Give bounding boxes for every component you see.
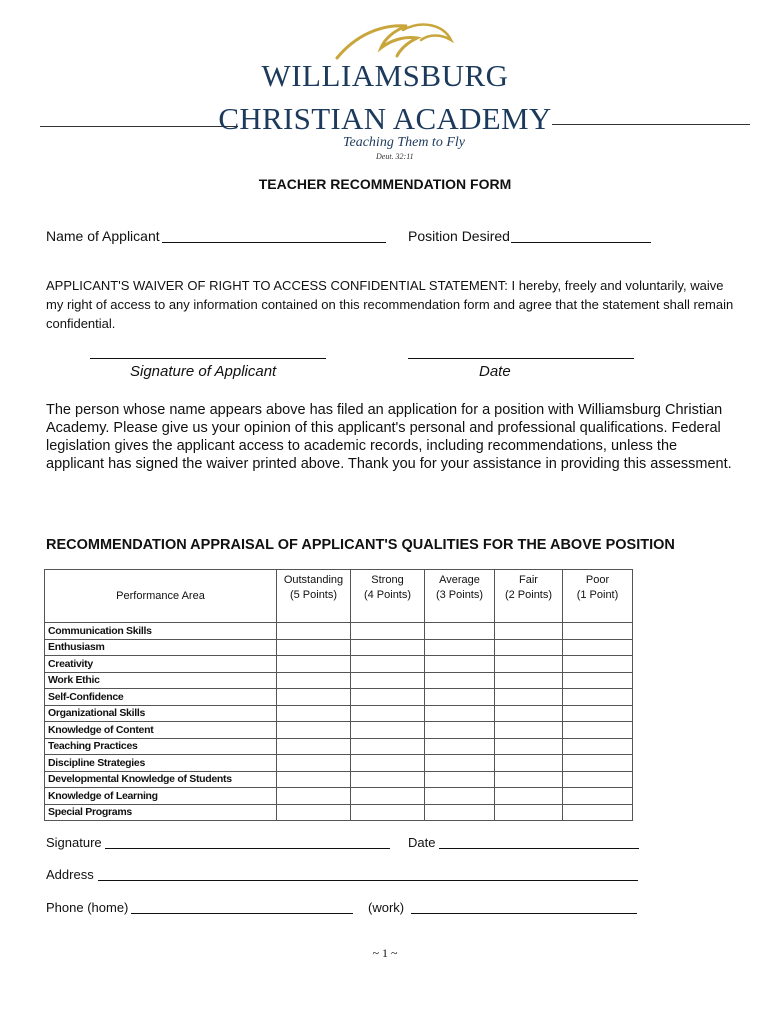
recommender-date-label: Date — [408, 835, 436, 850]
rating-cell[interactable] — [495, 804, 563, 821]
applicant-name-field[interactable] — [162, 242, 386, 243]
rating-cell[interactable] — [495, 771, 563, 788]
form-title: TEACHER RECOMMENDATION FORM — [258, 176, 512, 192]
position-desired-field[interactable] — [511, 242, 651, 243]
rating-cell[interactable] — [563, 656, 633, 673]
rating-cell[interactable] — [425, 788, 495, 805]
performance-area-cell: Special Programs — [45, 804, 277, 821]
performance-area-cell: Organizational Skills — [45, 705, 277, 722]
rating-cell[interactable] — [425, 639, 495, 656]
appraisal-section-title: RECOMMENDATION APPRAISAL OF APPLICANT'S QUALITIES FOR THE ABOVE POSITION — [46, 537, 675, 553]
rating-cell[interactable] — [563, 705, 633, 722]
performance-area-cell: Enthusiasm — [45, 639, 277, 656]
rating-cell[interactable] — [495, 689, 563, 706]
rating-header-average: Average (3 Points) — [425, 570, 495, 623]
rating-cell[interactable] — [495, 623, 563, 640]
recommender-signature-label: Signature — [46, 835, 102, 850]
rating-cell[interactable] — [563, 639, 633, 656]
table-row — [45, 623, 633, 640]
address-field[interactable] — [98, 880, 638, 881]
rating-cell[interactable] — [351, 705, 425, 722]
rating-header-fair: Fair (2 Points) — [495, 570, 563, 623]
rating-cell[interactable] — [563, 771, 633, 788]
table-row — [45, 705, 633, 722]
table-row — [45, 771, 633, 788]
performance-area-cell: Developmental Knowledge of Students — [45, 771, 277, 788]
table-row — [45, 639, 633, 656]
rating-cell[interactable] — [277, 755, 351, 772]
rating-cell[interactable] — [277, 804, 351, 821]
scripture-reference: Deut. 32:11 — [376, 152, 414, 161]
table-row — [45, 672, 633, 689]
rating-cell[interactable] — [563, 804, 633, 821]
appraisal-table — [44, 569, 633, 821]
rating-cell[interactable] — [425, 722, 495, 739]
rating-cell[interactable] — [277, 788, 351, 805]
rating-header-poor: Poor (1 Point) — [563, 570, 633, 623]
rating-cell[interactable] — [277, 705, 351, 722]
signature-of-applicant-caption: Signature of Applicant — [130, 363, 277, 380]
rating-cell[interactable] — [351, 788, 425, 805]
rating-cell[interactable] — [563, 788, 633, 805]
rating-cell[interactable] — [425, 804, 495, 821]
rating-cell[interactable] — [425, 771, 495, 788]
performance-area-cell: Creativity — [45, 656, 277, 673]
performance-area-cell: Knowledge of Learning — [45, 788, 277, 805]
school-tagline: Teaching Them to Fly — [343, 135, 465, 150]
rating-cell[interactable] — [495, 738, 563, 755]
rating-cell[interactable] — [277, 672, 351, 689]
rating-cell[interactable] — [563, 722, 633, 739]
school-name-line1: WILLIAMSBURG — [261, 58, 509, 93]
rating-cell[interactable] — [277, 738, 351, 755]
waiver-date-field[interactable] — [408, 358, 634, 359]
rating-cell[interactable] — [351, 771, 425, 788]
rating-cell[interactable] — [425, 705, 495, 722]
performance-area-cell: Communication Skills — [45, 623, 277, 640]
performance-area-cell: Knowledge of Content — [45, 722, 277, 739]
rating-cell[interactable] — [495, 639, 563, 656]
rating-cell[interactable] — [495, 788, 563, 805]
intro-paragraph: The person whose name appears above has filed an application for a position with Williamsburg Christian Academy. Please give us your opinion of this applicant's personal and professional qualifications. Federal legislation gives the applicant access to academic records, including recommendations, unless the applicant has signed the waiver printed above. Thank you for your assistance in providing this assessment. — [46, 402, 732, 472]
rating-cell[interactable] — [351, 738, 425, 755]
rating-cell[interactable] — [425, 656, 495, 673]
rating-cell[interactable] — [425, 689, 495, 706]
table-row — [45, 738, 633, 755]
rating-cell[interactable] — [277, 771, 351, 788]
performance-area-cell: Teaching Practices — [45, 738, 277, 755]
school-name-line2: CHRISTIAN ACADEMY — [218, 101, 552, 136]
rating-cell[interactable] — [351, 755, 425, 772]
rating-cell[interactable] — [425, 755, 495, 772]
rating-cell[interactable] — [351, 623, 425, 640]
rating-cell[interactable] — [351, 639, 425, 656]
rating-cell[interactable] — [495, 656, 563, 673]
waiver-statement: APPLICANT'S WAIVER OF RIGHT TO ACCESS CONFIDENTIAL STATEMENT: I hereby, freely and voluntarily, waive my right of access to any information contained on this recommendation form and agree that the statement shall remain confidential. — [46, 278, 734, 331]
rating-cell[interactable] — [563, 623, 633, 640]
phone-work-label: (work) — [368, 900, 405, 915]
appraisal-header-row — [45, 570, 633, 623]
rating-cell[interactable] — [495, 705, 563, 722]
table-row — [45, 689, 633, 706]
rating-cell[interactable] — [563, 755, 633, 772]
applicant-signature-field[interactable] — [90, 358, 326, 359]
rating-cell[interactable] — [495, 755, 563, 772]
rating-cell[interactable] — [563, 738, 633, 755]
rating-cell[interactable] — [351, 656, 425, 673]
rating-cell[interactable] — [351, 722, 425, 739]
rating-header-strong: Strong (4 Points) — [351, 570, 425, 623]
recommender-date-field[interactable] — [439, 848, 639, 849]
rating-cell[interactable] — [277, 656, 351, 673]
performance-area-cell: Self-Confidence — [45, 689, 277, 706]
page-number: ~ 1 ~ — [372, 946, 398, 960]
phone-home-label: Phone (home) — [46, 900, 129, 915]
rating-cell[interactable] — [425, 738, 495, 755]
waiver-date-caption: Date — [479, 363, 511, 380]
rating-cell[interactable] — [563, 689, 633, 706]
applicant-name-label: Name of Applicant — [46, 228, 160, 244]
rating-cell[interactable] — [425, 623, 495, 640]
rating-cell[interactable] — [351, 804, 425, 821]
table-row — [45, 804, 633, 821]
phone-home-field[interactable] — [131, 913, 353, 914]
rating-cell[interactable] — [351, 672, 425, 689]
address-label: Address — [46, 867, 94, 882]
table-row — [45, 656, 633, 673]
performance-area-cell: Work Ethic — [45, 672, 277, 689]
position-desired-label: Position Desired — [408, 228, 510, 244]
rating-cell[interactable] — [351, 689, 425, 706]
rating-cell[interactable] — [277, 722, 351, 739]
rating-cell[interactable] — [495, 722, 563, 739]
table-row — [45, 722, 633, 739]
letterhead-rule-right — [552, 124, 750, 125]
table-row — [45, 788, 633, 805]
table-row — [45, 755, 633, 772]
rating-cell[interactable] — [425, 672, 495, 689]
rating-cell[interactable] — [277, 623, 351, 640]
rating-cell[interactable] — [495, 672, 563, 689]
rating-cell[interactable] — [563, 672, 633, 689]
phone-work-field[interactable] — [411, 913, 637, 914]
rating-cell[interactable] — [277, 689, 351, 706]
performance-area-header: Performance Area — [45, 570, 277, 623]
recommender-signature-field[interactable] — [105, 848, 390, 849]
rating-header-outstanding: Outstanding (5 Points) — [277, 570, 351, 623]
performance-area-cell: Discipline Strategies — [45, 755, 277, 772]
rating-cell[interactable] — [277, 639, 351, 656]
